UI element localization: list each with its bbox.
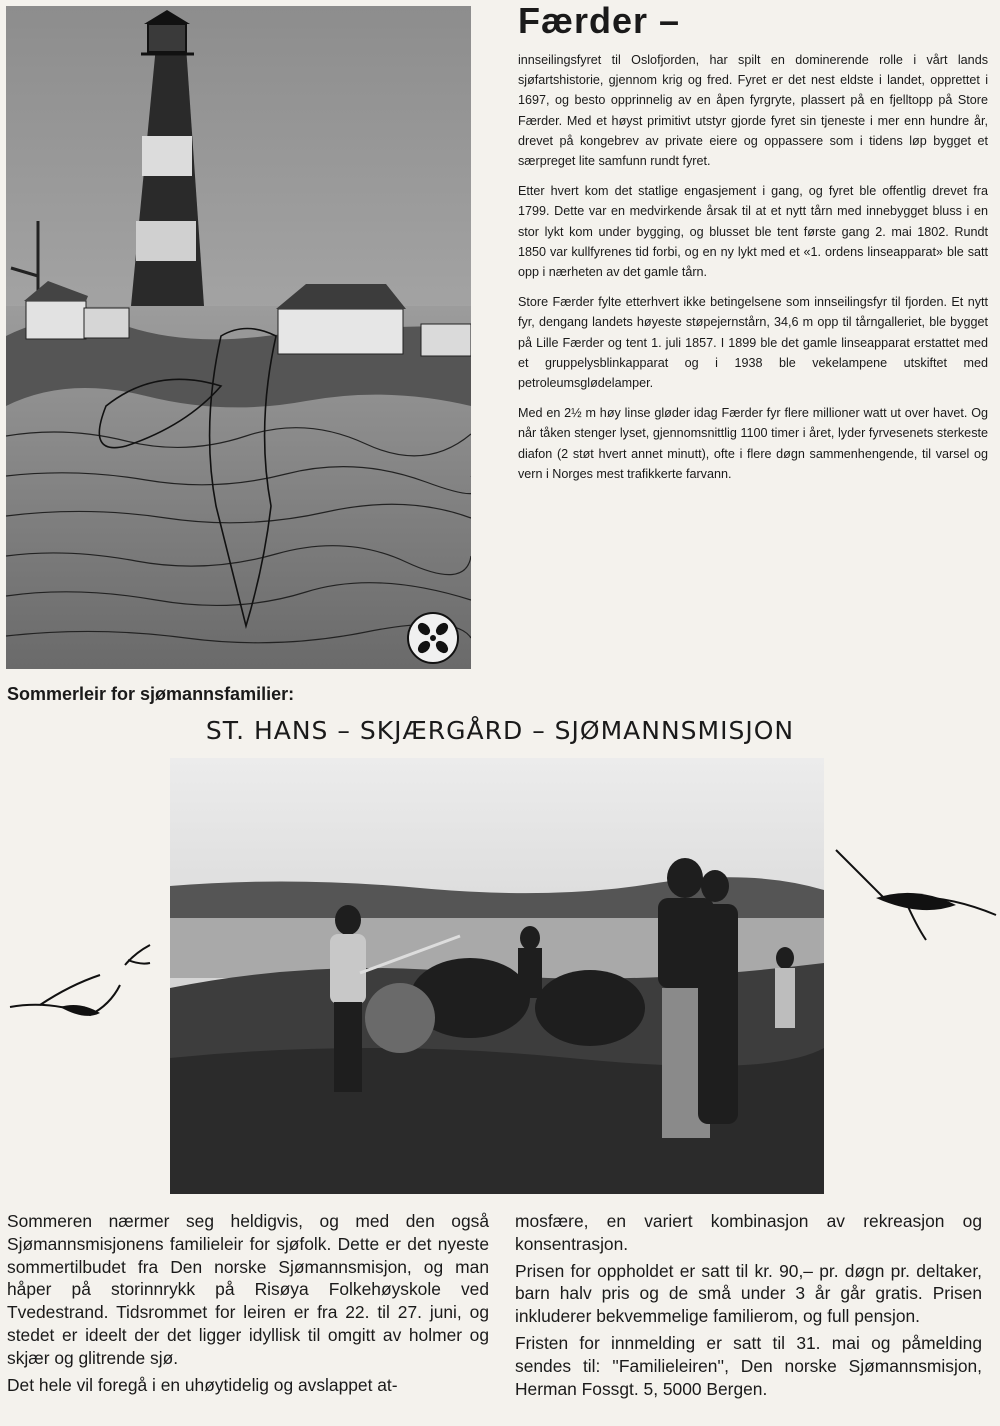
group-photo (170, 758, 824, 1194)
article-paragraph: Store Færder fylte etterhvert ikke betingelsene som innseilingsfyr til fjorden. Et nytt fyr, dengang landets høyeste støpejernstårn, 34,6 m opp til tårngalleriet, ble bygget på Lille Færder og tent 1. juli 1857. I 1899 ble det gamle linseapparat erstattet med et gruppelysblinkapparat og i 1938 ble vekelampene utskiftet med petroleumsglødelamper. (518, 295, 988, 391)
feature-paragraph: mosfære, en variert kombinasjon av rekreasjon og konsentrasjon. (515, 1211, 982, 1254)
feature-paragraph: Sommeren nærmer seg heldigvis, og med den også Sjømannsmisjonens familieleir for sjøfolk. Dette er det nyeste sommertilbudet fra Den norske Sjømannsmisjon, og man håper på storinnrykk på Risøya Folkehøyskole ved Tvedestrand. Tidsrommet for leiren er fra 22. til 27. juni, og stedet er ideelt der det ligger idyllisk til omgitt av holmer og skjær og glitrende sjø. (7, 1211, 489, 1368)
feature-column-left (7, 1210, 489, 1400)
feature-column-right (515, 1210, 982, 1404)
feature-paragraph: Det hele vil foregå i en uhøytidelig og avslappet at- (7, 1374, 398, 1395)
article-paragraph: Med en 2½ m høy linse gløder idag Færder fyr flere millioner watt ut over havet. Og når tåken stenger lyset, gjennomsnittlig 1100 timer i året, lyder fyrvesenets sterkeste diafon (2 støt hvert annet minutt), ofte i flere døgn sammenhengende, til varsel og vern i Norges mest trafikkerte farvann. (518, 406, 988, 481)
seagull-drawing-left (0, 935, 160, 1040)
article-body (518, 50, 988, 494)
article-title: Færder – (518, 0, 681, 41)
feature-headline: ST. HANS – SKJÆRGÅRD – SJØMANNSMISJON (205, 716, 795, 745)
feature-paragraph: Fristen for innmelding er satt til 31. mai og påmelding sendes til: ''Familieleiren'', Den norske Sjømannsmisjon, Herman Fossgt. 5, 5000 Bergen. (515, 1332, 982, 1399)
feature-kicker: Sommerleir for sjømannsfamilier: (7, 684, 295, 704)
lighthouse-illustration (6, 6, 471, 669)
seagull-drawing-right (826, 840, 1000, 950)
feature-paragraph: Prisen for oppholdet er satt til kr. 90,– pr. døgn pr. deltaker, barn halv pris og de små under 3 år går gratis. Prisen inkluderer bekvemmelige familierom, og full pensjon. (515, 1260, 982, 1327)
article-paragraph: Etter hvert kom det statlige engasjement i gang, og fyret ble offentlig drevet fra 1799. Dette var en medvirkende årsak til at et nytt tårn med innebygget bluss i en stor lykt kom under bygging, og blusset ble tent første gang 2. mai 1802. Rundt 1850 var kullfyrenes tid forbi, og en ny lykt med et «1. ordens linseapparat» ble satt opp i nærheten av det gamle tårn. (518, 184, 988, 280)
article-paragraph: innseilingsfyret til Oslofjorden, har spilt en dominerende rolle i vårt lands sjøfartshistorie, gjennom krig og fred. Fyret er det nest eldste i landet, opprettet i 1697, og besto opprinnelig av en åpen fyrgryte, plassert på en fjelltopp på Store Færder. Med et høyst primitivt utstyr gjorde fyret sin tjeneste i mer enn hundre år, drevet på kongebrev av private eiere og oppassere som i tidens løp bygget et særpreget lite samfunn rundt fyret. (518, 53, 988, 169)
